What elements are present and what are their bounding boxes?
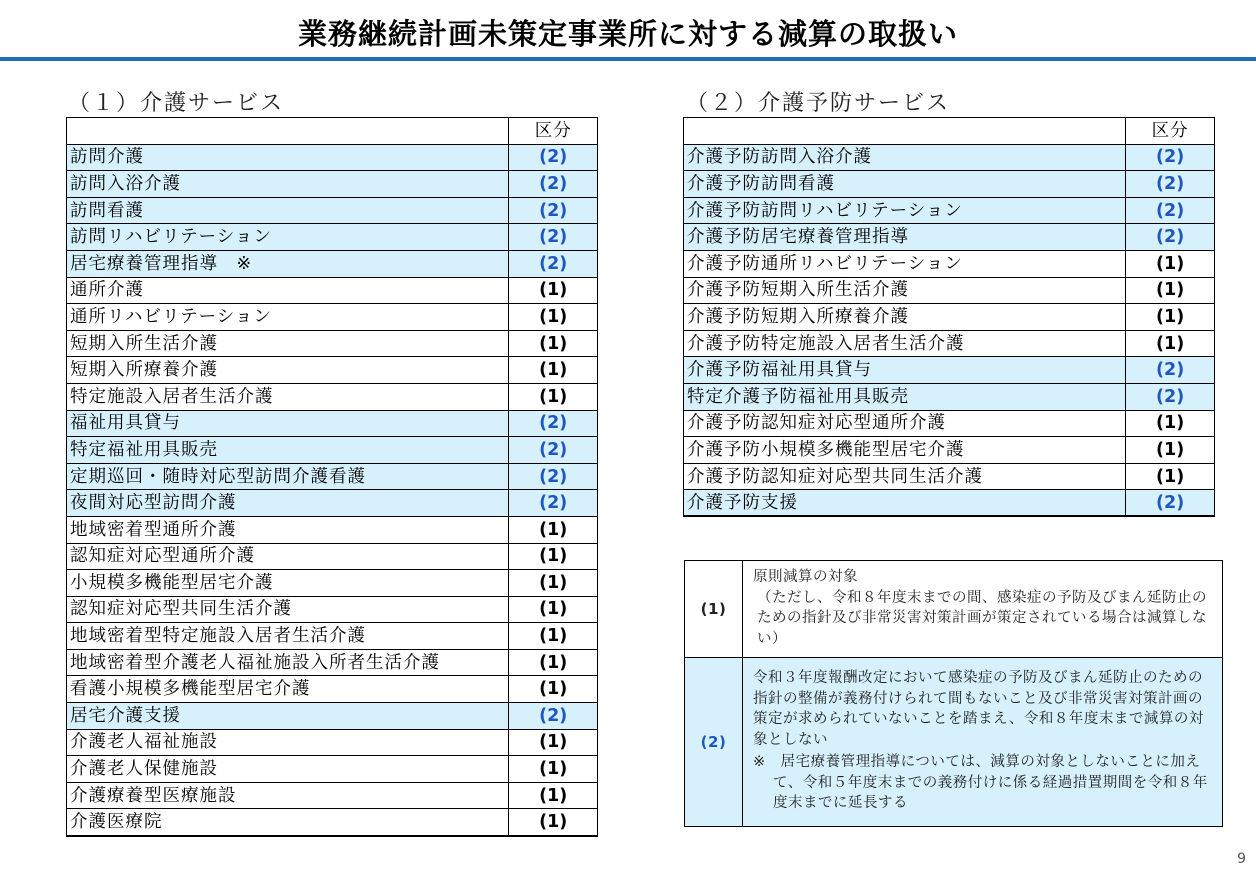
service-name: 訪問看護 <box>67 197 509 224</box>
table-row <box>67 171 598 198</box>
table-row <box>67 383 598 410</box>
service-name: 介護予防認知症対応型通所介護 <box>684 410 1126 437</box>
service-name: 小規模多機能型居宅介護 <box>67 570 509 597</box>
table-row <box>684 410 1215 437</box>
service-name: 介護予防認知症対応型共同生活介護 <box>684 463 1126 490</box>
table-row <box>67 144 598 171</box>
table-row <box>67 224 598 251</box>
service-name: 居宅介護支援 <box>67 703 509 730</box>
legend-code: (1) <box>685 561 743 658</box>
kubun-value: (1) <box>509 756 598 783</box>
service-name: 介護老人福祉施設 <box>67 729 509 756</box>
service-name: 短期入所療養介護 <box>67 357 509 384</box>
service-name: 居宅療養管理指導 ※ <box>67 250 509 277</box>
header-blank-cell <box>684 118 1126 145</box>
service-name: 認知症対応型通所介護 <box>67 543 509 570</box>
table-row <box>67 570 598 597</box>
table-header-row <box>67 118 598 145</box>
table-row <box>684 171 1215 198</box>
service-name: 介護予防訪問入浴介護 <box>684 144 1126 171</box>
table-row <box>67 782 598 809</box>
kubun-value: (2) <box>1126 383 1215 410</box>
header-blank-cell <box>67 118 509 145</box>
service-name: 介護予防支援 <box>684 490 1126 517</box>
legend-row-category-2 <box>685 658 1223 827</box>
kubun-value: (2) <box>509 410 598 437</box>
service-name: 地域密着型介護老人福祉施設入所者生活介護 <box>67 649 509 676</box>
kubun-value: (1) <box>509 596 598 623</box>
table-row <box>684 304 1215 331</box>
table-row <box>684 383 1215 410</box>
kubun-value: (1) <box>509 304 598 331</box>
service-name: 介護予防福祉用具貸与 <box>684 357 1126 384</box>
table-row <box>684 330 1215 357</box>
page-number: 9 <box>1237 851 1246 867</box>
kubun-value: (2) <box>1126 144 1215 171</box>
service-name: 短期入所生活介護 <box>67 330 509 357</box>
table-row <box>67 330 598 357</box>
kubun-value: (1) <box>509 277 598 304</box>
table-row <box>67 277 598 304</box>
kubun-value: (1) <box>509 516 598 543</box>
table-row <box>67 197 598 224</box>
service-name: 介護老人保健施設 <box>67 756 509 783</box>
kubun-value: (1) <box>509 729 598 756</box>
table-row <box>67 809 598 836</box>
legend-code: (2) <box>685 658 743 827</box>
service-name: 認知症対応型共同生活介護 <box>67 596 509 623</box>
table-row <box>67 437 598 464</box>
table-row <box>67 703 598 730</box>
service-name: 夜間対応型訪問介護 <box>67 490 509 517</box>
header-kubun-cell: 区分 <box>1126 118 1215 145</box>
kubun-value: (1) <box>1126 410 1215 437</box>
service-name: 特定福祉用具販売 <box>67 437 509 464</box>
table-row <box>67 357 598 384</box>
table-row <box>684 490 1215 517</box>
legend-note: ※ 居宅療養管理指導については、減算の対象としないことに加えて、令和５年度末までの義務付けに係る経過措置期間を令和８年度末までに延長する <box>753 754 1208 812</box>
table-row <box>684 250 1215 277</box>
legend-line: （ただし、令和８年度末までの間、感染症の予防及びまん延防止のための指針及び非常災害対策計画が策定されている場合は減算しない） <box>757 589 1207 647</box>
service-name: 介護予防居宅療養管理指導 <box>684 224 1126 251</box>
kubun-value: (2) <box>509 437 598 464</box>
service-name: 地域密着型特定施設入居者生活介護 <box>67 623 509 650</box>
kubun-value: (2) <box>509 463 598 490</box>
kubun-value: (1) <box>509 649 598 676</box>
kubun-value: (2) <box>1126 171 1215 198</box>
kubun-value: (1) <box>509 623 598 650</box>
kubun-value: (1) <box>509 330 598 357</box>
table-row <box>67 410 598 437</box>
table-row <box>684 463 1215 490</box>
legend-row-category-1 <box>685 561 1223 658</box>
kubun-value: (2) <box>509 490 598 517</box>
kubun-value: (2) <box>509 197 598 224</box>
table-row <box>67 516 598 543</box>
kubun-value: (2) <box>1126 224 1215 251</box>
service-name: 介護療養型医療施設 <box>67 782 509 809</box>
table-row <box>684 224 1215 251</box>
kubun-value: (2) <box>1126 197 1215 224</box>
table-row <box>67 490 598 517</box>
table-row <box>684 437 1215 464</box>
table-row <box>67 543 598 570</box>
kubun-value: (2) <box>509 144 598 171</box>
table-row <box>67 250 598 277</box>
table-row <box>684 277 1215 304</box>
service-name: 特定介護予防福祉用具販売 <box>684 383 1126 410</box>
service-name: 訪問介護 <box>67 144 509 171</box>
preventive-services-table <box>683 117 1215 517</box>
table-row <box>67 596 598 623</box>
kubun-value: (2) <box>509 250 598 277</box>
kubun-value: (2) <box>509 171 598 198</box>
kubun-value: (1) <box>509 383 598 410</box>
kubun-value: (1) <box>1126 250 1215 277</box>
kubun-value: (1) <box>509 782 598 809</box>
kubun-value: (1) <box>509 357 598 384</box>
service-name: 訪問入浴介護 <box>67 171 509 198</box>
service-name: 福祉用具貸与 <box>67 410 509 437</box>
table-header-row <box>684 118 1215 145</box>
kubun-value: (1) <box>1126 277 1215 304</box>
kubun-value: (1) <box>509 676 598 703</box>
service-name: 介護予防通所リハビリテーション <box>684 250 1126 277</box>
table-row <box>67 649 598 676</box>
care-services-table <box>66 117 598 837</box>
service-name: 定期巡回・随時対応型訪問介護看護 <box>67 463 509 490</box>
service-name: 介護予防訪問リハビリテーション <box>684 197 1126 224</box>
table-row <box>684 357 1215 384</box>
kubun-value: (2) <box>509 703 598 730</box>
table-row <box>67 756 598 783</box>
table-row <box>684 197 1215 224</box>
service-name: 介護予防特定施設入居者生活介護 <box>684 330 1126 357</box>
kubun-value: (2) <box>509 224 598 251</box>
service-name: 通所介護 <box>67 277 509 304</box>
header-kubun-cell: 区分 <box>509 118 598 145</box>
kubun-value: (1) <box>509 570 598 597</box>
legend-description <box>743 561 1223 658</box>
service-name: 特定施設入居者生活介護 <box>67 383 509 410</box>
service-name: 地域密着型通所介護 <box>67 516 509 543</box>
section-heading-preventive-services: （２）介護予防サービス <box>686 91 951 116</box>
legend-description <box>743 658 1223 827</box>
kubun-value: (1) <box>509 543 598 570</box>
kubun-value: (2) <box>1126 357 1215 384</box>
service-name: 介護予防小規模多機能型居宅介護 <box>684 437 1126 464</box>
service-name: 訪問リハビリテーション <box>67 224 509 251</box>
service-name: 通所リハビリテーション <box>67 304 509 331</box>
table-row <box>67 729 598 756</box>
legend-line: 原則減算の対象 <box>753 569 858 585</box>
page-title: 業務継続計画未策定事業所に対する減算の取扱い <box>297 17 958 51</box>
table-row <box>67 623 598 650</box>
kubun-value: (1) <box>509 809 598 836</box>
kubun-value: (1) <box>1126 463 1215 490</box>
title-underline <box>0 57 1256 61</box>
table-row <box>67 463 598 490</box>
service-name: 看護小規模多機能型居宅介護 <box>67 676 509 703</box>
table-row <box>67 304 598 331</box>
service-name: 介護予防短期入所療養介護 <box>684 304 1126 331</box>
service-name: 介護医療院 <box>67 809 509 836</box>
kubun-value: (1) <box>1126 437 1215 464</box>
service-name: 介護予防短期入所生活介護 <box>684 277 1126 304</box>
legend-line: 令和３年度報酬改定において感染症の予防及びまん延防止のための指針の整備が義務付けられて間もないこと及び非常災害対策計画の策定が求められていないことを踏まえ、令和８年度末まで減算の対象としない <box>753 670 1204 748</box>
kubun-value: (2) <box>1126 490 1215 517</box>
category-legend-table <box>684 560 1223 827</box>
service-name: 介護予防訪問看護 <box>684 171 1126 198</box>
kubun-value: (1) <box>1126 304 1215 331</box>
table-row <box>684 144 1215 171</box>
kubun-value: (1) <box>1126 330 1215 357</box>
section-heading-care-services: （１）介護サービス <box>68 91 285 116</box>
table-row <box>67 676 598 703</box>
